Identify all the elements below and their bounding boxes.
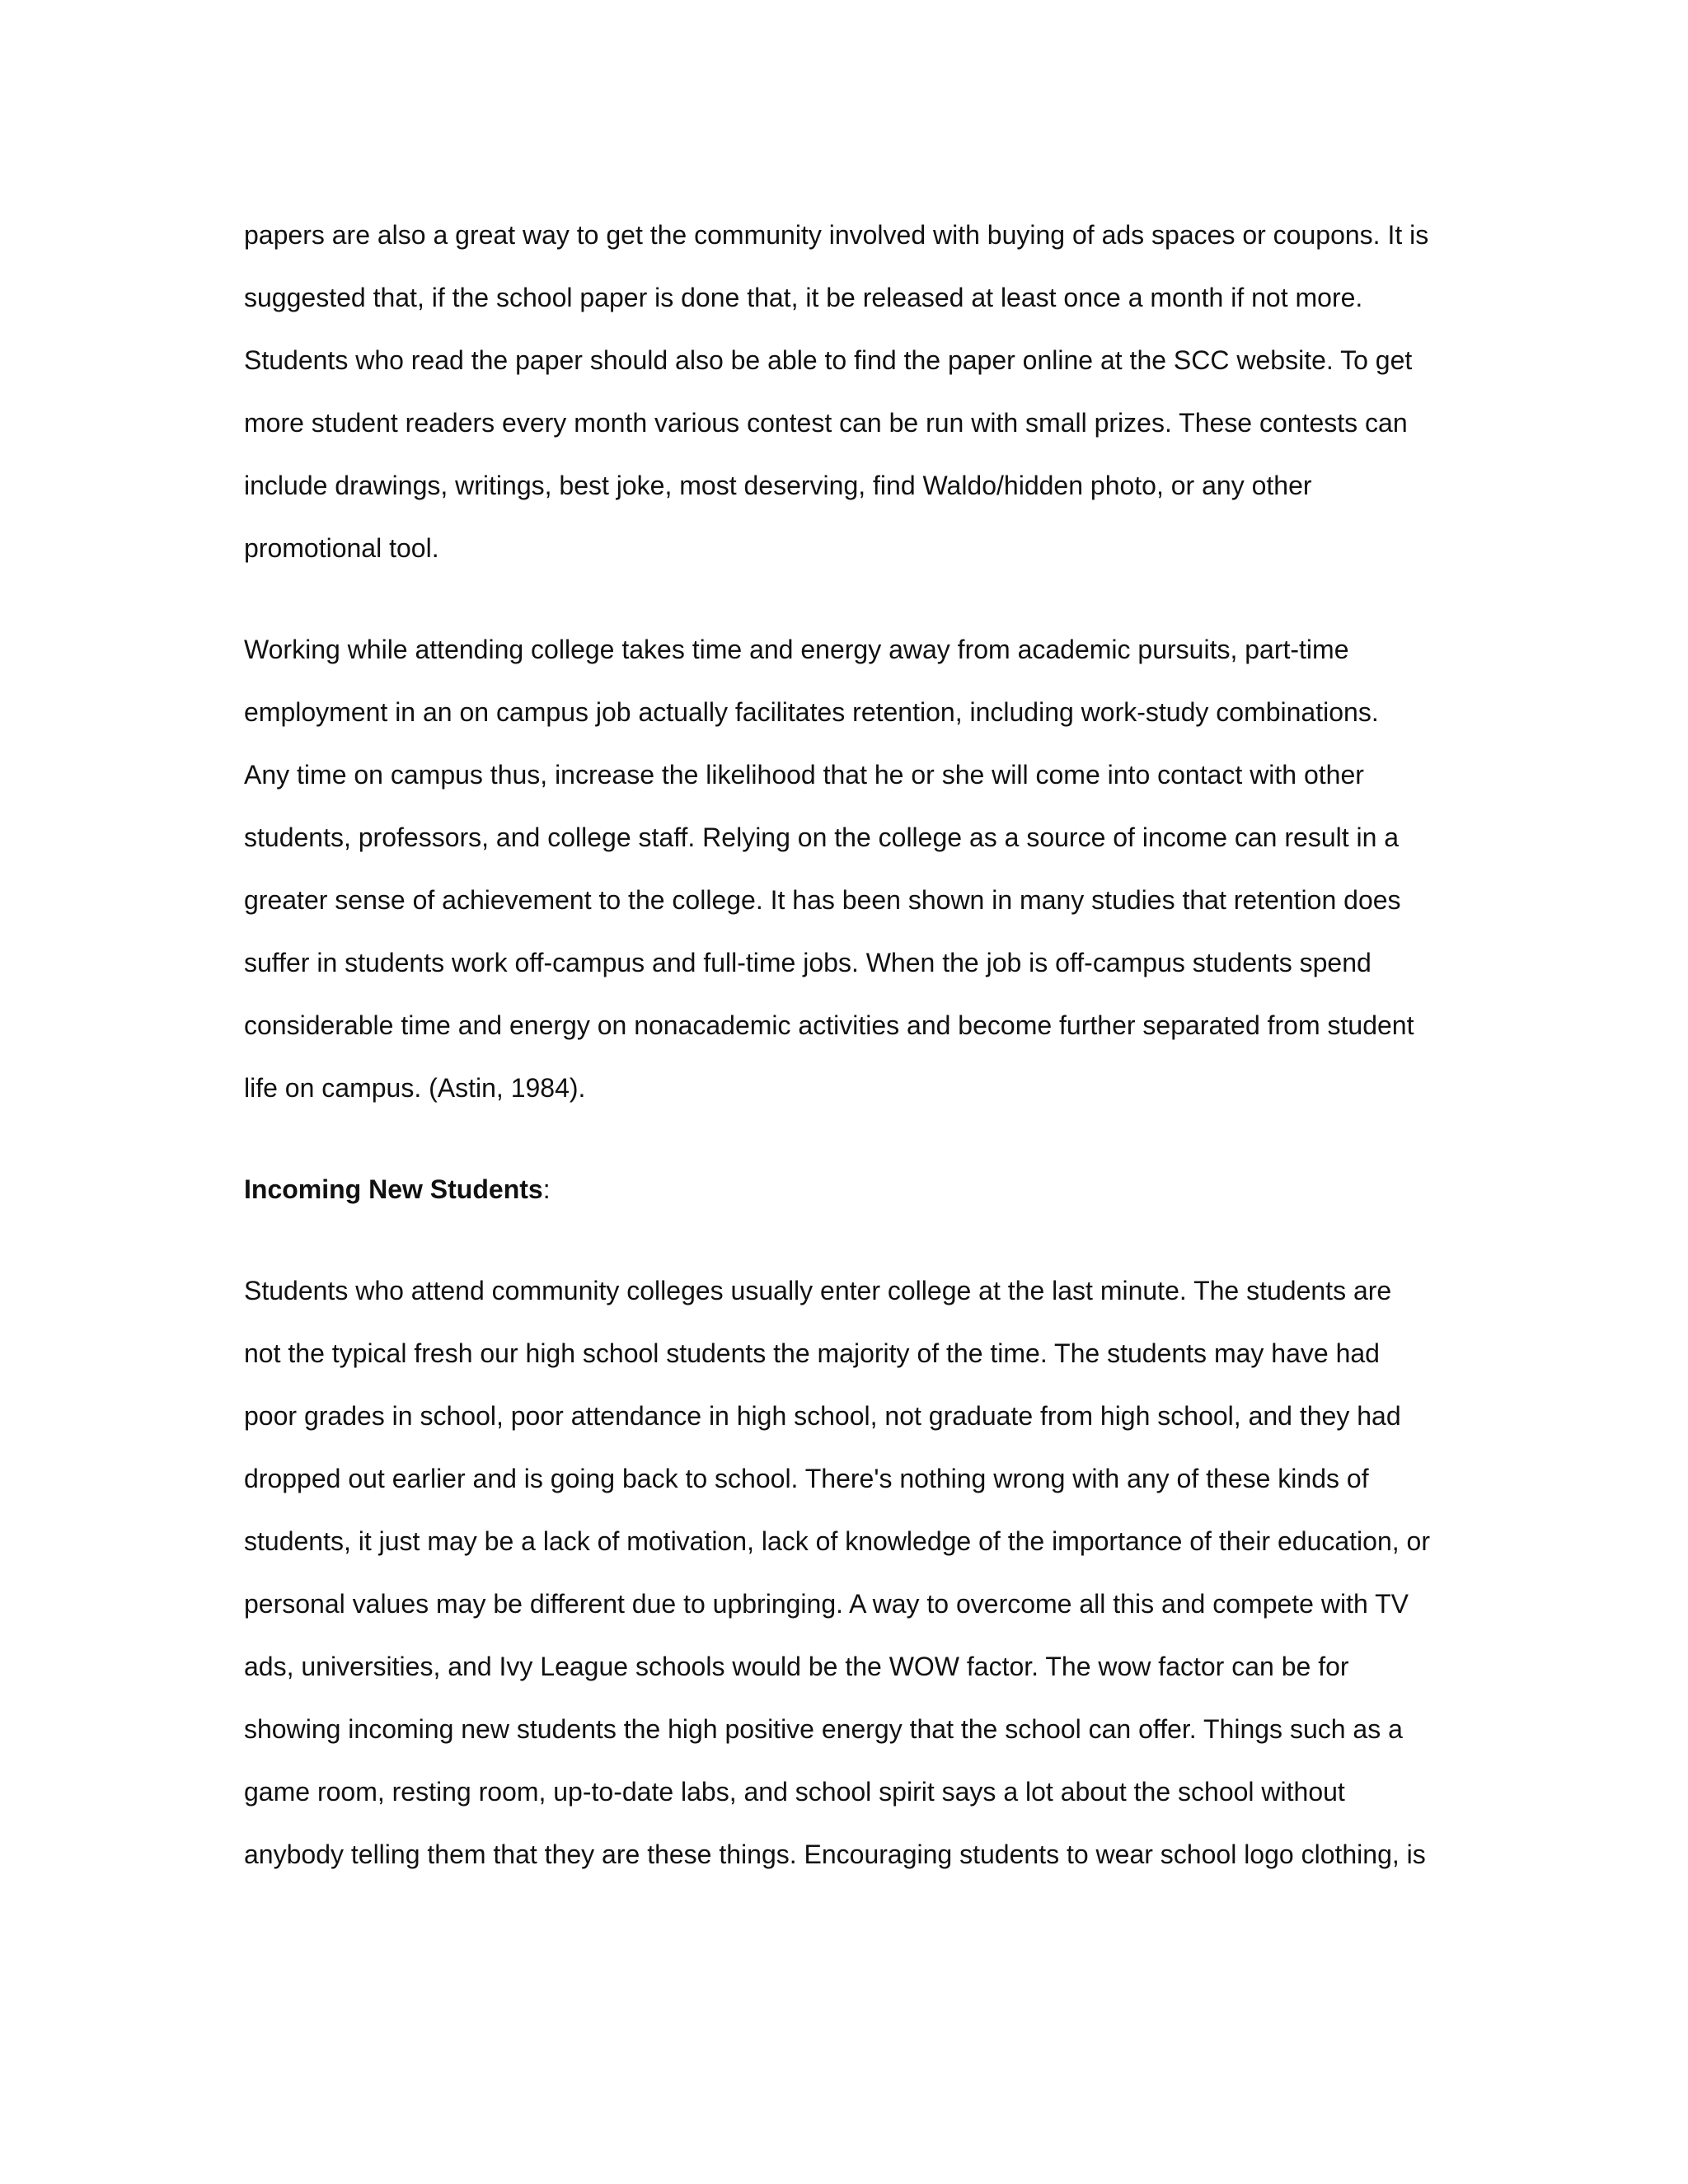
text-line: employment in an on campus job actually facilitates retention, including work-study combinations. xyxy=(244,697,1379,727)
text-line: more student readers every month various contest can be run with small prizes. These contests can xyxy=(244,408,1408,438)
section-heading-suffix: : xyxy=(542,1174,551,1204)
text-line: students, professors, and college staff. Relying on the college as a source of income can result in a xyxy=(244,823,1400,852)
text-line: anybody telling them that they are these things. Encouraging students to wear school logo clothing, is xyxy=(244,1840,1426,1869)
text-line: ads, universities, and Ivy League schools would be the WOW factor. The wow factor can be for xyxy=(244,1652,1349,1681)
text-line: papers are also a great way to get the community involved with buying of ads spaces or coupons. It is xyxy=(244,220,1429,250)
section-heading xyxy=(244,1158,1472,1221)
text-line: suggested that, if the school paper is done that, it be released at least once a month if not more. xyxy=(244,283,1363,312)
text-line: include drawings, writings, best joke, most deserving, find Waldo/hidden photo, or any other xyxy=(244,471,1312,500)
text-line: Students who attend community colleges usually enter college at the last minute. The students are xyxy=(244,1276,1392,1305)
section-heading-text: Incoming New Students xyxy=(244,1174,543,1204)
text-line: Working while attending college takes time and energy away from academic pursuits, part-time xyxy=(244,635,1349,664)
text-line: suffer in students work off-campus and full-time jobs. When the job is off-campus students spend xyxy=(244,948,1372,977)
text-line: promotional tool. xyxy=(244,533,439,563)
text-line: considerable time and energy on nonacademic activities and become further separated from student xyxy=(244,1010,1414,1040)
paragraph-spacer xyxy=(244,579,1472,618)
text-line: showing incoming new students the high positive energy that the school can offer. Things such as a xyxy=(244,1714,1403,1744)
document-body xyxy=(244,204,1472,1886)
paragraph-spacer xyxy=(244,1119,1472,1158)
text-line: students, it just may be a lack of motivation, lack of knowledge of the importance of their education, or xyxy=(244,1526,1430,1556)
text-line: poor grades in school, poor attendance in high school, not graduate from high school, and they had xyxy=(244,1401,1401,1431)
text-line: greater sense of achievement to the college. It has been shown in many studies that retention does xyxy=(244,885,1401,915)
paragraph-working-while-attending xyxy=(244,618,1472,1119)
text-line: life on campus. (Astin, 1984). xyxy=(244,1073,586,1103)
paragraph-school-paper xyxy=(244,204,1472,579)
text-line: not the typical fresh our high school students the majority of the time. The students may have had xyxy=(244,1338,1380,1368)
paragraph-incoming-students xyxy=(244,1259,1472,1886)
text-line: Students who read the paper should also be able to find the paper online at the SCC website. To get xyxy=(244,345,1413,375)
paragraph-spacer xyxy=(244,1221,1472,1259)
text-line: game room, resting room, up-to-date labs, and school spirit says a lot about the school without xyxy=(244,1777,1345,1807)
text-line: Any time on campus thus, increase the likelihood that he or she will come into contact with other xyxy=(244,760,1364,790)
text-line: personal values may be different due to upbringing. A way to overcome all this and compete with TV xyxy=(244,1589,1409,1619)
text-line: dropped out earlier and is going back to school. There's nothing wrong with any of these kinds of xyxy=(244,1464,1369,1493)
